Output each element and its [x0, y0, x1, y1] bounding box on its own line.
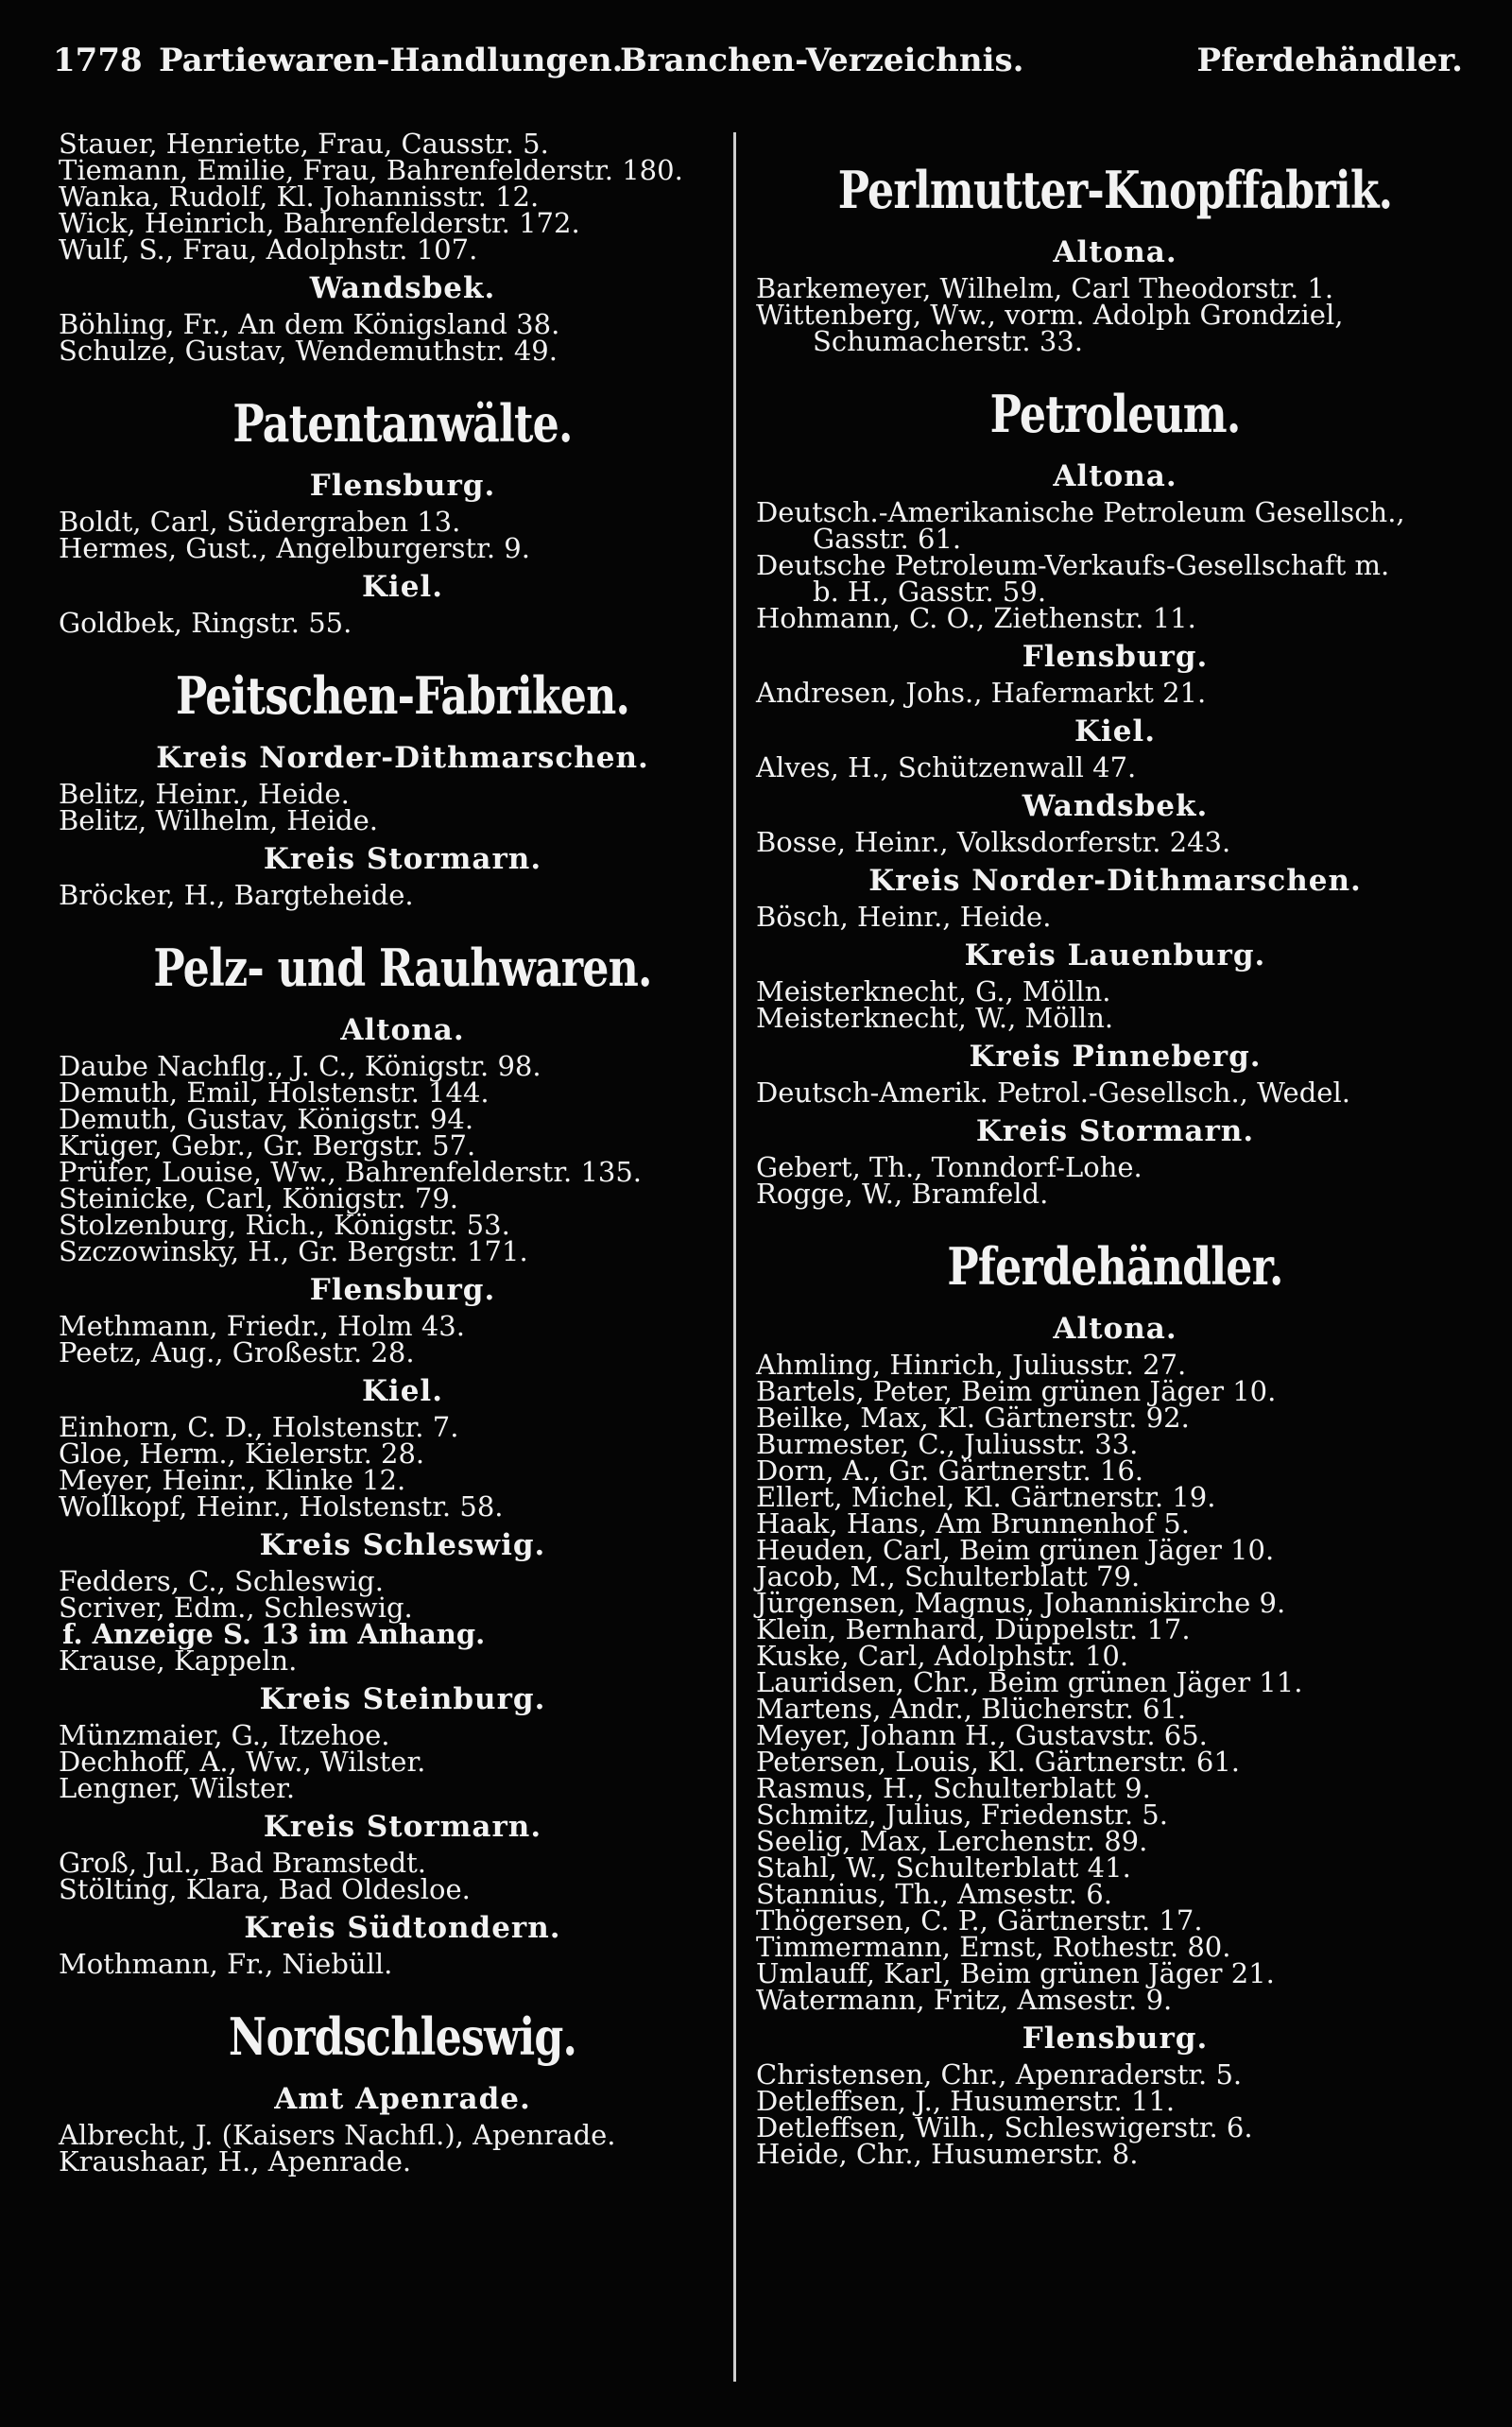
directory-section — [756, 384, 1474, 1210]
directory-entry: Belitz, Heinr., Heide. — [59, 778, 350, 810]
location-heading: Altona. — [1053, 235, 1177, 269]
directory-entry: Christensen, Chr., Apenraderstr. 5. — [756, 2058, 1243, 2091]
section-title: Pferdehändler. — [947, 1236, 1283, 1297]
directory-entry: Schumacherstr. 33. — [813, 325, 1083, 357]
directory-entry: Klein, Bernhard, Düppelstr. 17. — [756, 1613, 1191, 1645]
directory-entry: Wulf, S., Frau, Adolphstr. 107. — [59, 233, 478, 266]
directory-entry: Schulze, Gustav, Wendemuthstr. 49. — [59, 335, 558, 367]
directory-entry: Dorn, A., Gr. Gärtnerstr. 16. — [756, 1454, 1144, 1487]
directory-entry: Mothmann, Fr., Niebüll. — [59, 1948, 393, 1980]
left-column — [59, 130, 747, 2175]
directory-section — [59, 938, 747, 1980]
directory-entry: Scriver, Edm., Schleswig. — [59, 1592, 413, 1624]
directory-entry: Alves, H., Schützenwall 47. — [756, 751, 1137, 783]
location-heading: Kiel. — [361, 1374, 443, 1408]
directory-entry: Daube Nachflg., J. C., Königstr. 98. — [59, 1050, 541, 1082]
directory-entry: Steinicke, Carl, Königstr. 79. — [59, 1182, 459, 1214]
directory-entry: Meyer, Johann H., Gustavstr. 65. — [756, 1719, 1208, 1751]
directory-entry: Groß, Jul., Bad Bramstedt. — [59, 1847, 427, 1879]
directory-entry: Tiemann, Emilie, Frau, Bahrenfelderstr. 180. — [59, 154, 683, 186]
directory-section — [59, 2006, 747, 2177]
directory-entry: Wanka, Rudolf, Kl. Johannisstr. 12. — [59, 181, 540, 213]
location-heading: Kreis Pinneberg. — [969, 1040, 1262, 1074]
location-heading: Kreis Norder-Dithmarschen. — [868, 864, 1362, 898]
directory-entry: Thögersen, C. P., Gärtnerstr. 17. — [756, 1904, 1203, 1936]
directory-entry: Demuth, Emil, Holstenstr. 144. — [59, 1076, 490, 1109]
directory-entry: Haak, Hans, Am Brunnenhof 5. — [756, 1507, 1190, 1540]
location-heading: Amt Apenrade. — [274, 2082, 531, 2116]
location-heading: Kiel. — [1074, 714, 1156, 749]
directory-section — [59, 393, 747, 639]
directory-entry: Prüfer, Louise, Ww., Bahrenfelderstr. 135. — [59, 1156, 643, 1188]
directory-entry: Stolzenburg, Rich., Königstr. 53. — [59, 1209, 510, 1241]
directory-entry: Methmann, Friedr., Holm 43. — [59, 1310, 465, 1342]
directory-entry: Stannius, Th., Amsestr. 6. — [756, 1878, 1112, 1910]
directory-entry: Detleffsen, Wilh., Schleswigerstr. 6. — [756, 2111, 1253, 2143]
running-title-right: Pferdehändler. — [1196, 42, 1463, 79]
section-title: Petroleum. — [989, 384, 1241, 444]
location-heading: Wandsbek. — [309, 271, 496, 305]
directory-entry: Boldt, Carl, Südergraben 13. — [59, 506, 461, 538]
directory-section — [756, 160, 1474, 357]
directory-entry: Bösch, Heinr., Heide. — [756, 901, 1052, 933]
directory-entry: Einhorn, C. D., Holstenstr. 7. — [59, 1411, 459, 1443]
directory-entry: Szczowinsky, H., Gr. Bergstr. 171. — [59, 1235, 528, 1267]
location-heading: Altona. — [340, 1013, 465, 1047]
directory-entry: Fedders, C., Schleswig. — [59, 1565, 384, 1597]
right-column — [756, 130, 1474, 2170]
location-heading: Flensburg. — [1022, 640, 1209, 674]
directory-entry: Lengner, Wilster. — [59, 1772, 296, 1804]
location-heading: Kreis Stormarn. — [975, 1114, 1255, 1148]
directory-entry: Bartels, Peter, Beim grünen Jäger 10. — [756, 1375, 1277, 1407]
location-heading: Altona. — [1053, 459, 1177, 493]
section-title: Patentanwälte. — [232, 393, 573, 454]
directory-entry: Wollkopf, Heinr., Holstenstr. 58. — [59, 1490, 504, 1523]
directory-entry: Krüger, Gebr., Gr. Bergstr. 57. — [59, 1129, 476, 1162]
directory-entry: Schmitz, Julius, Friedenstr. 5. — [756, 1799, 1168, 1831]
directory-entry: Petersen, Louis, Kl. Gärtnerstr. 61. — [756, 1746, 1241, 1778]
directory-entry: Gebert, Th., Tonndorf-Lohe. — [756, 1151, 1143, 1183]
section-title: Perlmutter-Knopffabrik. — [837, 160, 1393, 220]
directory-entry: Meisterknecht, W., Mölln. — [756, 1002, 1114, 1034]
directory-entry: Wick, Heinrich, Bahrenfelderstr. 172. — [59, 207, 580, 239]
section-title: Pelz- und Rauhwaren. — [153, 938, 652, 998]
column-divider — [733, 132, 736, 2382]
directory-entry: Jürgensen, Magnus, Johanniskirche 9. — [756, 1587, 1286, 1619]
directory-entry: Ahmling, Hinrich, Juliusstr. 27. — [756, 1349, 1187, 1381]
location-heading: Kreis Südtondern. — [244, 1911, 561, 1945]
location-heading: Kreis Steinburg. — [259, 1682, 546, 1716]
directory-entry: Krause, Kappeln. — [59, 1644, 298, 1677]
location-heading: Kreis Norder-Dithmarschen. — [156, 741, 649, 775]
directory-entry: Deutsch.-Amerikanische Petroleum Gesellsch., — [756, 496, 1405, 528]
directory-entry: Umlauff, Karl, Beim grünen Jäger 21. — [756, 1957, 1275, 1989]
directory-entry: Gloe, Herm., Kielerstr. 28. — [59, 1437, 425, 1470]
directory-entry: Watermann, Fritz, Amsestr. 9. — [756, 1984, 1173, 2016]
directory-entry: f. Anzeige S. 13 im Anhang. — [62, 1618, 486, 1650]
directory-entry: Deutsche Petroleum-Verkaufs-Gesellschaft m. — [756, 549, 1390, 581]
directory-entry: Stölting, Klara, Bad Oldesloe. — [59, 1873, 471, 1905]
directory-entry: b. H., Gasstr. 59. — [813, 576, 1047, 608]
directory-section — [756, 1236, 1474, 2170]
directory-entry: Demuth, Gustav, Königstr. 94. — [59, 1103, 474, 1135]
location-heading: Wandsbek. — [1022, 789, 1209, 823]
directory-entry: Stahl, W., Schulterblatt 41. — [756, 1851, 1131, 1884]
location-heading: Altona. — [1053, 1312, 1177, 1346]
directory-entry: Bosse, Heinr., Volksdorferstr. 243. — [756, 826, 1231, 858]
location-heading: Flensburg. — [309, 1273, 496, 1307]
location-heading: Kreis Schleswig. — [259, 1528, 546, 1562]
directory-entry: Martens, Andr., Blücherstr. 61. — [756, 1693, 1187, 1725]
directory-entry: Deutsch-Amerik. Petrol.-Gesellsch., Wedel. — [756, 1076, 1350, 1109]
directory-entry: Seelig, Max, Lerchenstr. 89. — [756, 1825, 1148, 1857]
directory-entry: Albrecht, J. (Kaisers Nachfl.), Apenrade. — [59, 2119, 616, 2151]
page-header — [53, 42, 1474, 98]
directory-entry: Beilke, Max, Kl. Gärtnerstr. 92. — [756, 1402, 1190, 1434]
directory-entry: Gasstr. 61. — [813, 523, 962, 555]
directory-entry: Meisterknecht, G., Mölln. — [756, 975, 1111, 1007]
directory-entry: Hohmann, C. O., Ziethenstr. 11. — [756, 602, 1196, 634]
directory-entry: Heuden, Carl, Beim grünen Jäger 10. — [756, 1534, 1275, 1566]
directory-entry: Belitz, Wilhelm, Heide. — [59, 804, 378, 836]
section-title: Nordschleswig. — [228, 2006, 577, 2067]
directory-section — [59, 665, 747, 911]
directory-entry: Hermes, Gust., Angelburgerstr. 9. — [59, 532, 530, 564]
directory-entry: Münzmaier, G., Itzehoe. — [59, 1719, 390, 1751]
directory-entry: Jacob, M., Schulterblatt 79. — [756, 1560, 1141, 1592]
directory-entry: Peetz, Aug., Großestr. 28. — [59, 1336, 415, 1368]
directory-entry: Detleffsen, J., Husumerstr. 11. — [756, 2085, 1176, 2117]
directory-entry: Goldbek, Ringstr. 55. — [59, 607, 352, 639]
page-number: 1778 — [53, 42, 143, 79]
location-heading: Kreis Stormarn. — [263, 1810, 542, 1844]
directory-entry: Dechhoff, A., Ww., Wilster. — [59, 1746, 426, 1778]
directory-entry: Timmermann, Ernst, Rothestr. 80. — [756, 1931, 1231, 1963]
location-heading: Kreis Lauenburg. — [964, 938, 1266, 973]
directory-entry: Wittenberg, Ww., vorm. Adolph Grondziel, — [756, 299, 1344, 331]
directory-entry: Heide, Chr., Husumerstr. 8. — [756, 2138, 1139, 2170]
directory-entry: Stauer, Henriette, Frau, Causstr. 5. — [59, 128, 549, 160]
directory-entry: Bröcker, H., Bargteheide. — [59, 879, 414, 911]
directory-entry: Meyer, Heinr., Klinke 12. — [59, 1464, 406, 1496]
directory-entry: Barkemeyer, Wilhelm, Carl Theodorstr. 1. — [756, 272, 1334, 304]
directory-entry: Burmester, C., Juliusstr. 33. — [756, 1428, 1139, 1460]
directory-entry: Rasmus, H., Schulterblatt 9. — [756, 1772, 1151, 1804]
directory-entry: Andresen, Johs., Hafermarkt 21. — [756, 677, 1207, 709]
section-title: Peitschen-Fabriken. — [175, 665, 630, 726]
directory-entry: Kraushaar, H., Apenrade. — [59, 2145, 412, 2177]
directory-entry: Kuske, Carl, Adolphstr. 10. — [756, 1640, 1129, 1672]
running-title-center: Branchen-Verzeichnis. — [620, 42, 1024, 79]
location-heading: Flensburg. — [309, 469, 496, 503]
location-heading: Flensburg. — [1022, 2022, 1209, 2056]
running-title-left: Partiewaren-Handlungen. — [159, 42, 624, 79]
location-heading: Kreis Stormarn. — [263, 842, 542, 876]
location-heading: Kiel. — [361, 570, 443, 604]
directory-entry: Böhling, Fr., An dem Königsland 38. — [59, 308, 560, 340]
directory-entry: Ellert, Michel, Kl. Gärtnerstr. 19. — [756, 1481, 1216, 1513]
directory-entry: Lauridsen, Chr., Beim grünen Jäger 11. — [756, 1666, 1303, 1698]
directory-entry: Rogge, W., Bramfeld. — [756, 1178, 1049, 1210]
directory-section — [59, 128, 747, 367]
